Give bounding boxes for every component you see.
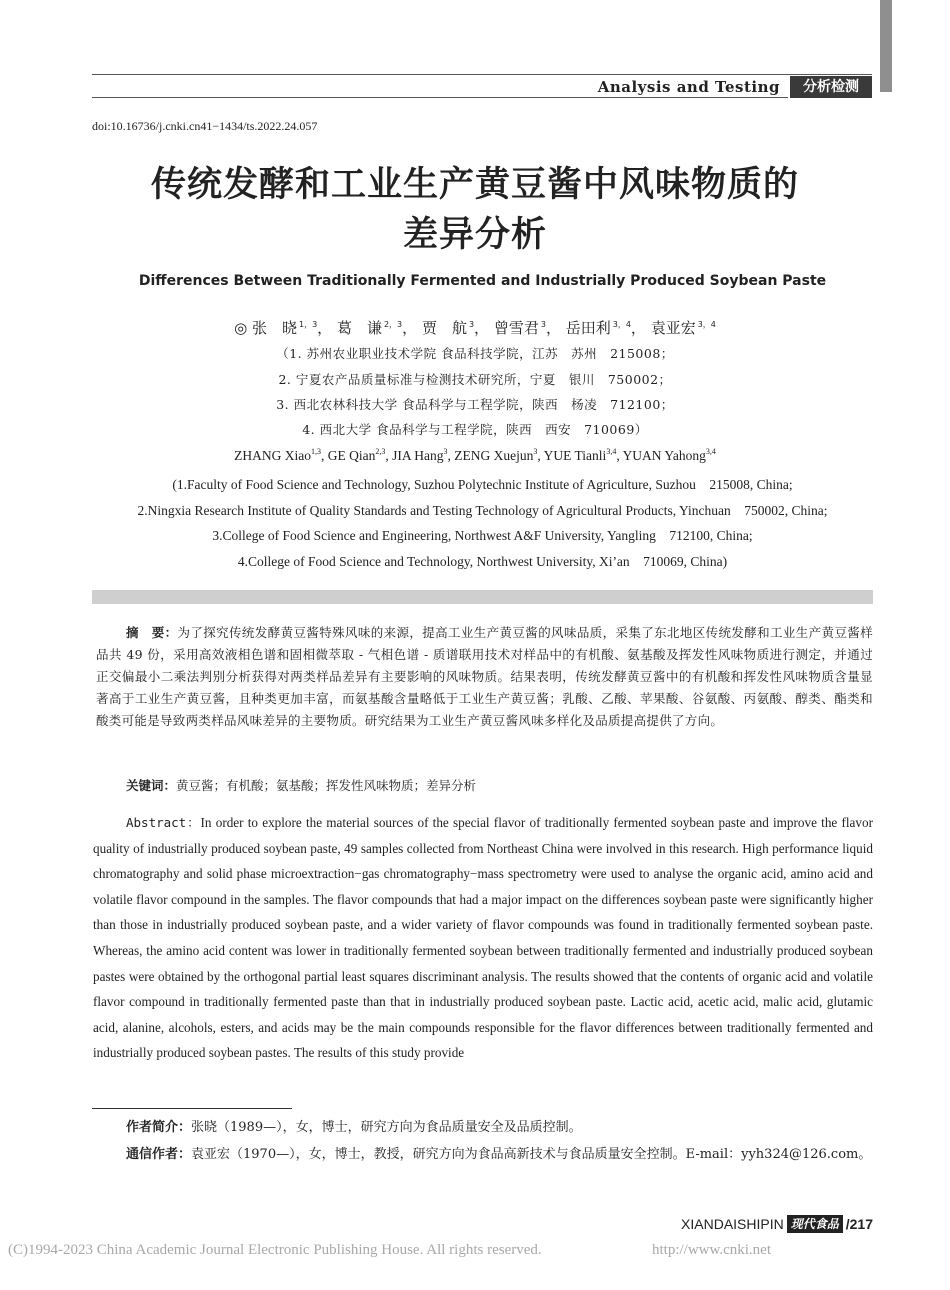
footnote-corr-text: 袁亚宏（1970—），女，博士，教授，研究方向为食品高新技术与食品质量安全控制。E-mail：yyh324@126.com。 bbox=[191, 1147, 872, 1162]
author-sup: 2，3 bbox=[383, 320, 403, 329]
author-zh: 岳田利 bbox=[565, 319, 611, 337]
author-sup: 1,3 bbox=[311, 447, 322, 456]
journal-name-zh: 现代食品 bbox=[787, 1215, 843, 1233]
author-zh: 葛 谦 bbox=[336, 319, 382, 337]
title-zh-line-1: 传统发酵和工业生产黄豆酱中风味物质的 bbox=[150, 165, 799, 205]
affiliation-zh-3: 3. 西北农林科技大学 食品科学与工程学院，陕西 杨凌 712100； bbox=[276, 397, 674, 412]
abstract-en-text: In order to explore the material sources of the special flavor of traditionally fermented soybean paste and improve the flavor quality of industrially produced soybean paste, 49 samples collected from Northeast China were involved in this research. High performance liquid chromatography and solid phase microextraction−gas chromatography−mass spectrometry were used to analyse the organic acid, amino acid and volatile flavor compound in the samples. The flavor compounds that had a major impact on the differences soybean paste were significantly higher than those in industrially produced soybean paste, and a wider variety of flavor compounds was found in traditionally fermented soybean paste. Whereas, the amino acid content was lower in traditionally fermented soybean between traditionally fermented and industrially produced soybean pastes were obtained by the orthogonal partial least squares discriminant analysis. The results showed that the contents of organic acid and volatile flavor compound in traditionally fermented paste than that in industrially produced soybean paste. Lactic acid, acetic acid, malic acid, glutamic acid, alanine, alcohols, esters, and acids may be the main compounds responsible for the flavor differences between traditionally fermented and industrially produced soybean pastes. The results of this study provide bbox=[93, 815, 873, 1061]
author-en: ZENG Xuejun bbox=[454, 448, 534, 463]
footnote-author-label: 作者简介： bbox=[126, 1120, 192, 1135]
page-title-zh bbox=[92, 160, 858, 260]
watermark-url: http://www.cnki.net bbox=[652, 1242, 772, 1258]
author-sup: 2,3 bbox=[375, 447, 386, 456]
abstract-zh-text: 为了探究传统发酵黄豆酱特殊风味的来源，提高工业生产黄豆酱的风味品质，采集了东北地区传统发酵和工业生产黄豆酱样品共 49 份，采用高效液相色谱和固相微萃取 - 气相色谱 - 质谱联用技术对样品中的有机酸、氨基酸及挥发性风味物质进行测定，并通过正交偏最小二乘法判别分析获得对两类样品差异有主要影响的风味物质。结果表明，传统发酵黄豆酱中的有机酸和挥发性风味物质含量显著高于工业生产黄豆酱，且种类更加丰富，而氨基酸含量略低于工业生产黄豆酱；乳酸、乙酸、苹果酸、谷氨酸、丙氨酸、醇类、酯类和酸类可能是导致两类样品风味差异的主要物质。研究结果为工业生产黄豆酱风味多样化及品质提高提供了方向。 bbox=[96, 625, 874, 728]
section-title-zh: 分析检测 bbox=[790, 76, 872, 98]
author-sup: 3 bbox=[533, 447, 538, 456]
section-divider bbox=[92, 590, 873, 604]
keywords-zh-text: 黄豆酱；有机酸；氨基酸；挥发性风味物质；差异分析 bbox=[176, 778, 477, 793]
author-en: YUAN Yahong bbox=[622, 448, 706, 463]
author-zh: 张 晓 bbox=[251, 319, 297, 337]
affiliation-zh-4: 4. 西北大学 食品科学与工程学院，陕西 西安 710069） bbox=[302, 422, 648, 437]
header-rule-bottom bbox=[92, 97, 788, 98]
footnote-rule bbox=[92, 1108, 292, 1109]
keywords-zh bbox=[126, 776, 476, 794]
affiliation-zh-2: 2. 宁夏农产品质量标准与检测技术研究所，宁夏 银川 750002； bbox=[278, 372, 672, 387]
footnote-author-text: 张晓（1989—），女，博士，研究方向为食品质量安全及品质控制。 bbox=[191, 1120, 582, 1135]
author-sup: 1，3 bbox=[298, 320, 318, 329]
page-footer bbox=[681, 1215, 873, 1233]
watermark-copyright: (C)1994-2023 China Academic Journal Electronic Publishing House. All rights reserved. bbox=[8, 1242, 542, 1258]
author-bullet: ◎ bbox=[234, 319, 248, 337]
page-number: /217 bbox=[845, 1216, 873, 1232]
author-sup: 3 bbox=[540, 320, 546, 329]
affiliation-en-1: (1.Faculty of Food Science and Technology, Suzhou Polytechnic Institute of Agriculture, Suzhou 215008, China; bbox=[172, 477, 793, 492]
title-zh-line-2: 差异分析 bbox=[402, 215, 547, 255]
author-list-en: ZHANG Xiao$^{1,3}$, GE Qian$^{2,3}$, JIA Hang$^3$, ZENG Xuejun$^3$, YUE Tianli$^{3,4}$, YUAN Yahong$^{3,4}$ bbox=[234, 447, 716, 463]
author-zh: 曾雪君 bbox=[493, 319, 539, 337]
author-zh: 贾 航 bbox=[421, 319, 467, 337]
affiliation-zh-1: （1. 苏州农业职业技术学院 食品科技学院，江苏 苏州 215008； bbox=[276, 346, 674, 361]
abstract-zh-label: 摘 要： bbox=[126, 625, 178, 640]
author-sup: 3 bbox=[468, 320, 475, 329]
author-list-zh: ◎ 张 晓 $^{1,3}$， 葛 谦 $^{2,3}$， 贾 航 $^3$， 曾雪君 $^3$， 岳田利 $^{3,4}$， 袁亚宏 $^{3,4}$ bbox=[234, 319, 716, 337]
header-rule bbox=[92, 74, 872, 75]
doi: doi:10.16736/j.cnki.cn41−1434/ts.2022.24.057 bbox=[92, 119, 318, 133]
abstract-zh bbox=[96, 622, 873, 732]
author-zh: 袁亚宏 bbox=[650, 319, 696, 337]
author-sup: 3 bbox=[443, 447, 448, 456]
author-en: GE Qian bbox=[327, 448, 376, 463]
affiliation-en-2: 2.Ningxia Research Institute of Quality Standards and Testing Technology of Agricultural Products, Yinchuan 750002, China; bbox=[137, 503, 828, 518]
abstract-en bbox=[93, 810, 873, 1066]
journal-name-en: XIANDAISHIPIN bbox=[681, 1216, 784, 1232]
affiliation-en-3: 3.College of Food Science and Engineering, Northwest A&F University, Yangling 712100, China; bbox=[212, 528, 753, 543]
author-sup: 3，4 bbox=[697, 320, 716, 329]
keywords-zh-label: 关键词： bbox=[126, 778, 177, 793]
author-sup: 3,4 bbox=[606, 447, 617, 456]
author-sup: 3,4 bbox=[705, 447, 716, 456]
affiliation-en-4: 4.College of Food Science and Technology, Northwest University, Xi’an 710069, China) bbox=[237, 554, 728, 569]
abstract-en-label: Abstract： bbox=[126, 815, 201, 830]
footnote-author bbox=[92, 1116, 873, 1140]
footnote-corresponding bbox=[92, 1143, 873, 1167]
section-title-en: Analysis and Testing bbox=[597, 78, 780, 96]
page-title-en: Differences Between Traditionally Fermented and Industrially Produced Soybean Paste bbox=[138, 273, 827, 289]
author-en: YUE Tianli bbox=[543, 448, 607, 463]
margin-bar bbox=[880, 0, 892, 92]
author-en: ZHANG Xiao bbox=[234, 448, 312, 463]
footnote-corr-label: 通信作者： bbox=[126, 1147, 192, 1162]
author-en: JIA Hang bbox=[392, 448, 444, 463]
author-sup: 3，4 bbox=[612, 320, 631, 329]
